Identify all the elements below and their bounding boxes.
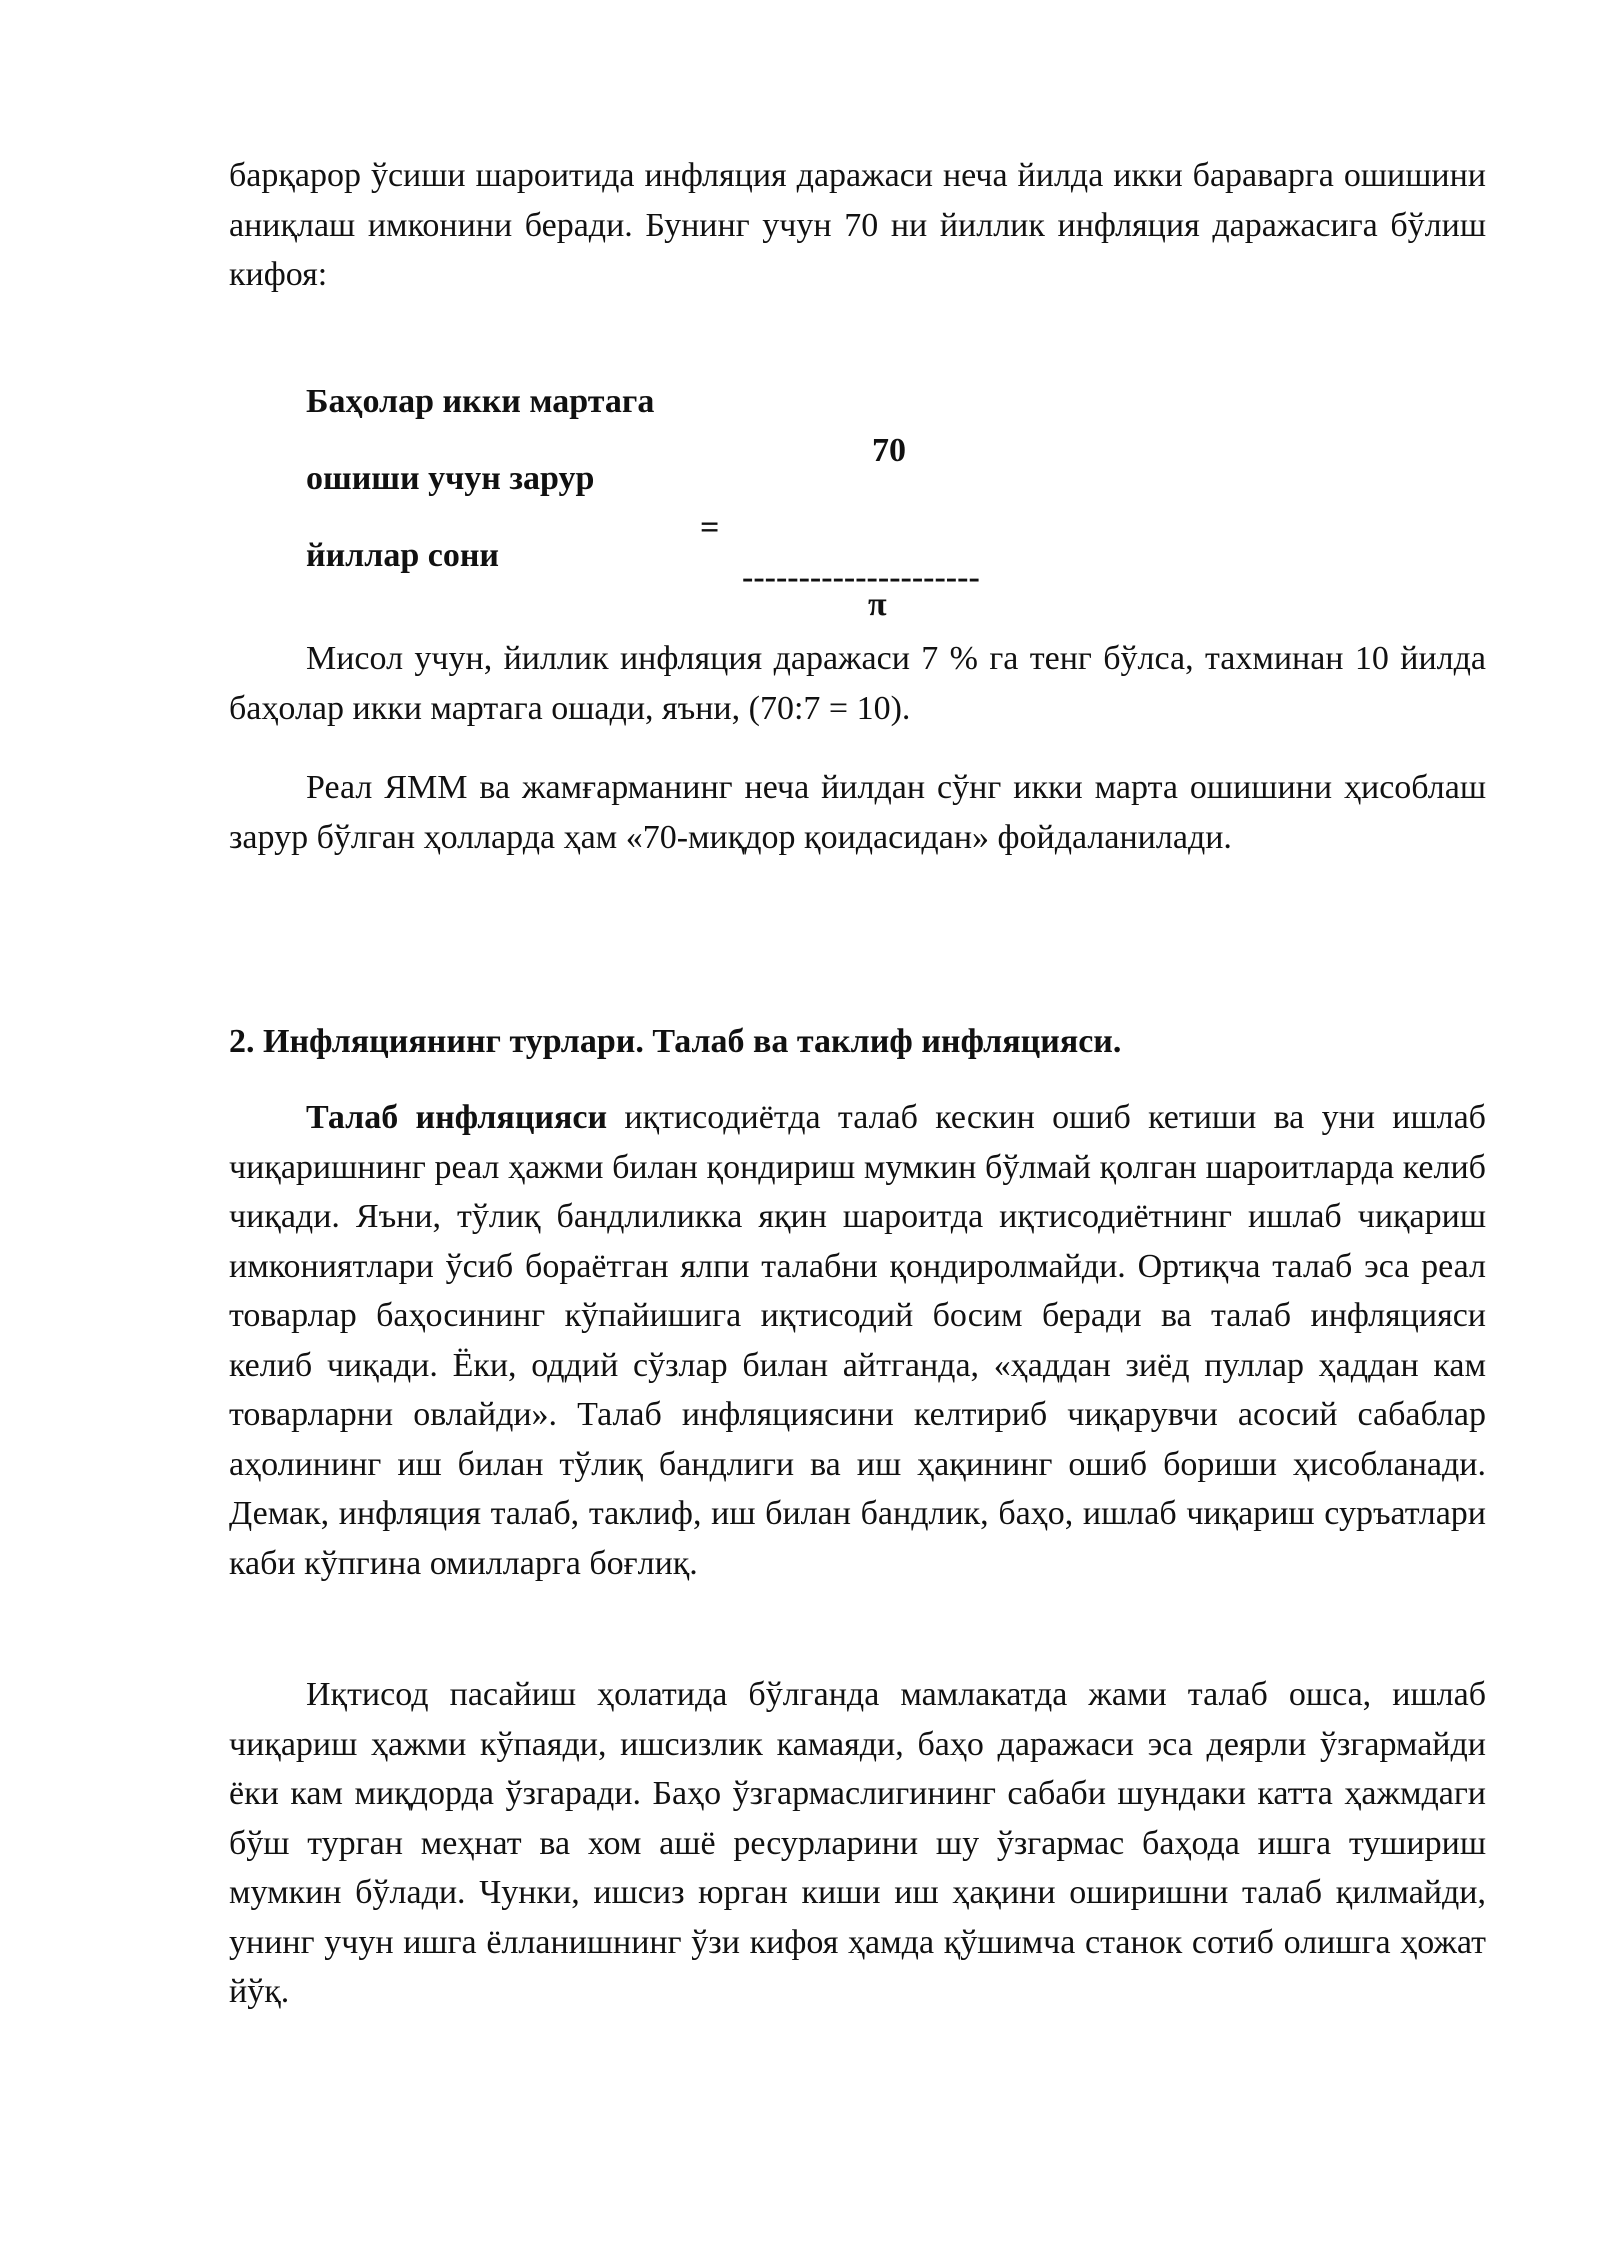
- formula-fraction-line: ---------------------: [742, 558, 980, 596]
- paragraph-recession: Иқтисод пасайиш ҳолатида бўлганда мамлакатда жами талаб ошса, ишлаб чиқариш ҳажми кўпаяди, ишсизлик камаяди, баҳо даражаси эса деярли ўзгармайди ёки кам миқдорда ўзгаради. Баҳо ўзгармаслигининг сабаби шундаки катта ҳажмдаги бўш турган меҳнат ва хом ашё ресурларини шу ўзгармас баҳода ишга тушириш мумкин бўлади. Чунки, ишсиз юрган киши иш ҳақини оширишни талаб қилмайди, унинг учун ишга ёлланишнинг ўзи кифоя ҳамда қўшимча станок сотиб олишга ҳожат йўқ.: [229, 1676, 1486, 2010]
- formula-equals-sign: =: [700, 509, 720, 546]
- section-heading: 2. Инфляциянинг турлари. Талаб ва таклиф инфляцияси.: [229, 1023, 1122, 1060]
- paragraph-example: Мисол учун, йиллик инфляция даражаси 7 % га тенг бўлса, тахминан 10 йилда баҳолар икки мартага ошади, яъни, (70:7 = 10).: [229, 640, 1486, 727]
- paragraph-intro: барқарор ўсиши шароитида инфляция даражаси неча йилда икки бараварга ошишини аниқлаш имконини беради. Бунинг учун 70 ни йиллик инфляция даражасига бўлиш кифоя:: [229, 157, 1486, 293]
- paragraph-rule-of-70: Реал ЯММ ва жамғарманинг неча йилдан сўнг икки марта ошишини ҳисоблаш зарур бўлган ҳолларда ҳам «70-миқдор қоидасидан» фойдаланилади.: [229, 769, 1486, 856]
- formula-denominator: π: [868, 586, 887, 623]
- paragraph-demand-inflation-text: иқтисодиётда талаб кескин ошиб кетиши ва уни ишлаб чиқаришнинг реал ҳажми билан қондириш мумкин бўлмай қолган шароитларда келиб чиқади. Яъни, тўлиқ бандлиликка яқин шароитда иқтисодиётнинг ишлаб чиқариш имкониятлари ўсиб бораётган ялпи талабни қондиролмайди. Ортиқча талаб эса реал товарлар баҳосининг кўпайишига иқтисодий босим беради ва талаб инфляцияси келиб чиқади. Ёки, оддий сўзлар билан айтганда, «ҳаддан зиёд пуллар ҳаддан кам товарларни овлайди». Талаб инфляциясини келтириб чиқарувчи асосий сабаблар аҳолининг иш билан тўлиқ бандлиги ва иш ҳақининг ошиб бориши ҳисобланади. Демак, инфляция талаб, таклиф, иш билан бандлик, баҳо, ишлаб чиқариш суръатлари каби кўпгина омилларга боғлиқ.: [229, 1099, 1486, 1582]
- paragraph-demand-inflation: [229, 1093, 1486, 1588]
- term-demand-inflation: Талаб инфляцияси: [306, 1099, 608, 1136]
- formula-label-2: ошиши учун зарур: [306, 459, 595, 497]
- formula-label-3: йиллар сони: [306, 536, 500, 574]
- formula-numerator: 70: [872, 432, 906, 469]
- formula-label-1: Баҳолар икки мартага: [306, 382, 655, 420]
